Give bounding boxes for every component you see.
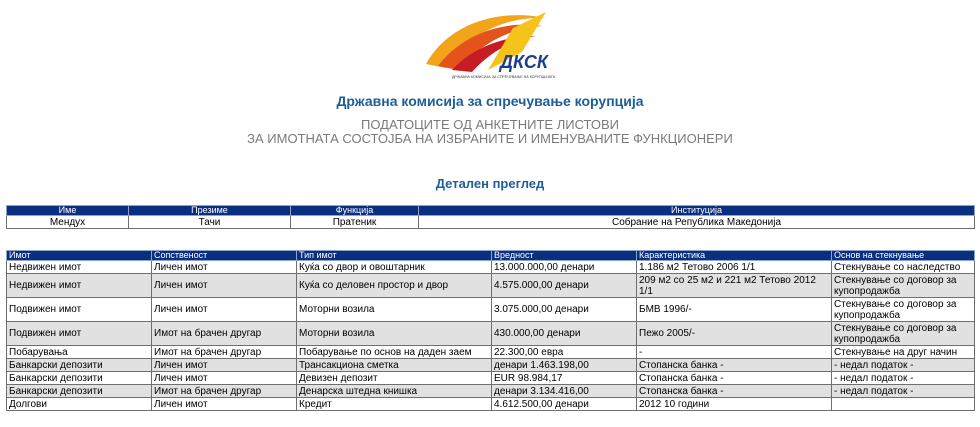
cell-asset-type: Кредит	[297, 398, 492, 411]
header-asset-type: Тип имот	[297, 251, 492, 261]
cell-asset: Банкарски депозити	[7, 372, 152, 385]
assets-table	[6, 250, 975, 411]
cell-asset-type: Денарска штедна книшка	[297, 385, 492, 398]
cell-asset-type: Трансакциона сметка	[297, 359, 492, 372]
header-name: Име	[7, 206, 129, 216]
cell-asset: Недвижен имот	[7, 274, 152, 298]
cell-ownership: Имот на брачен другар	[152, 346, 297, 359]
cell-acquisition-basis: Стекнување со договор за купопродажба	[832, 274, 975, 298]
agency-title: Државна комисија за спречување корупција	[336, 93, 644, 109]
cell-acquisition-basis: - недал податок -	[832, 385, 975, 398]
header-asset: Имот	[7, 251, 152, 261]
cell-characteristic: 1.186 м2 Тетово 2006 1/1	[637, 261, 832, 274]
table-row	[7, 372, 975, 385]
cell-ownership: Личен имот	[152, 372, 297, 385]
cell-value: 22.300,00 евра	[492, 346, 637, 359]
person-table	[6, 205, 975, 229]
header-characteristic: Карактеристика	[637, 251, 832, 261]
detail-title: Детален преглед	[435, 176, 545, 191]
cell-characteristic: 2012 10 години	[637, 398, 832, 411]
cell-asset-type: Куќа со деловен простор и двор	[297, 274, 492, 298]
cell-asset-type: Побарување по основ на даден заем	[297, 346, 492, 359]
table-row	[7, 398, 975, 411]
cell-characteristic: -	[637, 346, 832, 359]
logo-tagline: ДРЖАВНА КОМИСИЈА ЗА СПРЕЧУВАЊЕ НА КОРУПЦИЈАТА	[452, 75, 556, 79]
cell-characteristic: Стопанска банка -	[637, 359, 832, 372]
cell-asset: Банкарски депозити	[7, 385, 152, 398]
person-surname: Тачи	[129, 216, 291, 229]
table-row	[7, 385, 975, 398]
cell-asset-type: Девизен депозит	[297, 372, 492, 385]
cell-characteristic: Пежо 2005/-	[637, 322, 832, 346]
person-name: Мендух	[7, 216, 129, 229]
header-institution: Институција	[419, 206, 975, 216]
cell-asset: Долгови	[7, 398, 152, 411]
cell-asset-type: Моторни возила	[297, 298, 492, 322]
cell-value: 4.575.000,00 денари	[492, 274, 637, 298]
cell-characteristic: БМВ 1996/-	[637, 298, 832, 322]
cell-value: 13.000.000,00 денари	[492, 261, 637, 274]
table-row	[7, 298, 975, 322]
header-surname: Презиме	[129, 206, 291, 216]
cell-acquisition-basis: Стекнување со наследство	[832, 261, 975, 274]
cell-asset-type: Моторни возила	[297, 322, 492, 346]
person-function: Пратеник	[291, 216, 419, 229]
dksk-logo	[418, 6, 568, 86]
cell-value: EUR 98.984,17	[492, 372, 637, 385]
assets-header-row	[7, 251, 975, 261]
cell-asset: Подвижен имот	[7, 298, 152, 322]
cell-value: 430.000,00 денари	[492, 322, 637, 346]
cell-ownership: Имот на брачен другар	[152, 322, 297, 346]
table-row	[7, 274, 975, 298]
person-institution: Собрание на Република Македонија	[419, 216, 975, 229]
header-value: Вредност	[492, 251, 637, 261]
cell-asset: Подвижен имот	[7, 322, 152, 346]
cell-characteristic: 209 м2 со 25 м2 и 221 м2 Тетово 2012 1/1	[637, 274, 832, 298]
cell-value: 3.075.000,00 денари	[492, 298, 637, 322]
subtitle-line-2: ЗА ИМОТНАТА СОСТОЈБА НА ИЗБРАНИТЕ И ИМЕНУВАНИТЕ ФУНКЦИОНЕРИ	[247, 131, 733, 146]
person-header-row	[7, 206, 975, 216]
cell-acquisition-basis: - недал податок -	[832, 372, 975, 385]
table-row	[7, 261, 975, 274]
cell-value: 4.612.500,00 денари	[492, 398, 637, 411]
person-row	[7, 216, 975, 229]
cell-value: денари 3.134.416,00	[492, 385, 637, 398]
cell-characteristic: Стопанска банка -	[637, 385, 832, 398]
table-row	[7, 322, 975, 346]
table-row	[7, 346, 975, 359]
logo-text: ДКСК	[500, 52, 548, 72]
cell-acquisition-basis	[832, 398, 975, 411]
dksk-logo-graphic	[418, 6, 568, 86]
cell-ownership: Личен имот	[152, 298, 297, 322]
cell-ownership: Личен имот	[152, 398, 297, 411]
cell-asset: Банкарски депозити	[7, 359, 152, 372]
cell-acquisition-basis: Стекнување на друг начин	[832, 346, 975, 359]
cell-ownership: Личен имот	[152, 359, 297, 372]
cell-ownership: Личен имот	[152, 261, 297, 274]
cell-acquisition-basis: Стекнување со договор за купопродажба	[832, 298, 975, 322]
table-row	[7, 359, 975, 372]
cell-acquisition-basis: Стекнување со договор за купопродажба	[832, 322, 975, 346]
cell-asset: Побарувања	[7, 346, 152, 359]
cell-asset-type: Куќа со двор и овоштарник	[297, 261, 492, 274]
cell-acquisition-basis: - недал податок -	[832, 359, 975, 372]
subtitle-line-1: ПОДАТОЦИТЕ ОД АНКЕТНИТЕ ЛИСТОВИ	[360, 117, 620, 132]
header-function: Функција	[291, 206, 419, 216]
header-ownership: Сопственост	[152, 251, 297, 261]
cell-value: денари 1.463.198,00	[492, 359, 637, 372]
cell-characteristic: Стопанска банка -	[637, 372, 832, 385]
cell-ownership: Личен имот	[152, 274, 297, 298]
cell-ownership: Имот на брачен другар	[152, 385, 297, 398]
header-acquisition-basis: Основ на стекнување	[832, 251, 975, 261]
cell-asset: Недвижен имот	[7, 261, 152, 274]
